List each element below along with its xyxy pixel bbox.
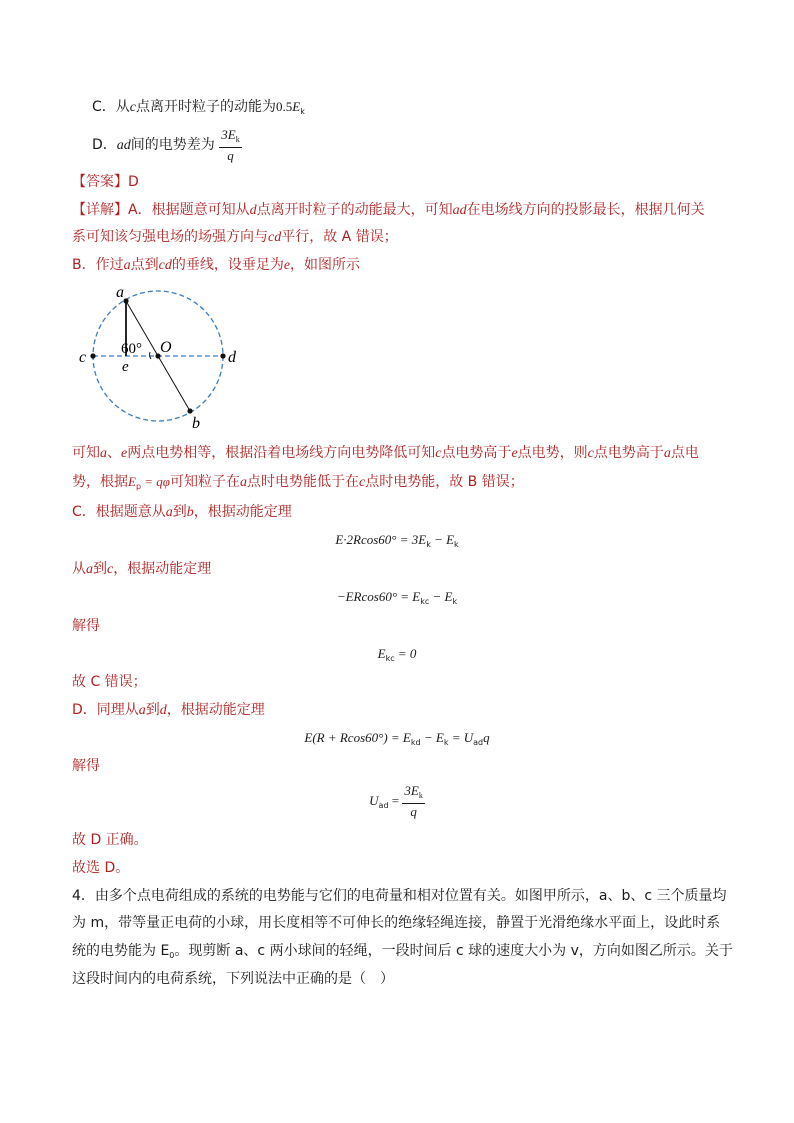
label-a: a (116, 284, 124, 301)
label-e: e (122, 359, 129, 375)
point-b (187, 408, 192, 413)
point-d (220, 353, 225, 358)
question4-line2: 为 m，带等量正电荷的小球，用长度相等不可伸长的绝缘轻绳连接，静置于光滑绝缘水平面上，设此时系 (72, 915, 721, 931)
point-c (90, 353, 95, 358)
label-d: d (228, 349, 236, 366)
solve-label-2: 解得 (72, 758, 100, 774)
option-d: D．ad间的电势差为 $\frac{3E_k}{q}$ (92, 127, 240, 163)
question4-line4: 这段时间内的电荷系统，下列说法中正确的是（ ） (72, 971, 394, 987)
answer: 【答案】D (72, 174, 139, 190)
detail-b-line1: B．作过a点到cd的垂线，设垂足为e，如图所示 (72, 257, 361, 273)
label-angle: 60° (121, 341, 142, 357)
detail-d-line1: D．同理从a到d，根据动能定理 (72, 702, 265, 718)
option-c: C．从c点离开时粒子的动能为$0.5E_k$ (92, 99, 305, 116)
equation-2: $-ERcos60^\circ = E_{kc} - E_k$ (336, 589, 458, 606)
line-ob (158, 356, 190, 411)
label-b: b (192, 415, 200, 432)
detail-a-line2: 系可知该匀强电场的场强方向与cd平行，故 A 错误； (72, 229, 398, 245)
detail-d-end: 故 D 正确。 (72, 832, 148, 848)
equation-5: $U_{ad}$ = $\frac{3E_k}{q}$ (369, 783, 423, 819)
detail-a-line1: 【详解】A．根据题意可知从d点离开时粒子的动能最大，可知ad在电场线方向的投影最长，根据几何关 (72, 202, 705, 218)
equation-3: $E_{kc} = 0$ (377, 646, 417, 663)
detail-c-end: 故 C 错误； (72, 674, 147, 690)
question4-line3: 统的电势能为 $E_0$。现剪断 a、c 两小球间的轻绳，一段时间后 c 球的速度大小为 v，方向如图乙所示。关于 (72, 943, 733, 960)
point-a (123, 298, 128, 303)
question4-line1: 4．由多个点电荷组成的系统的电势能与它们的电荷量和相对位置有关。如图甲所示，a、b、c 三个质量均 (72, 888, 727, 904)
label-o: O (160, 339, 172, 356)
detail-b-line2: 可知a、e两点电势相等，根据沿着电场线方向电势降低可知c点电势高于e点电势，则c点电势高于a点电 (72, 445, 699, 461)
detail-b-line3: 势，根据$E_p = q\varphi$可知粒子在a点时电势能低于在c点时电势能，故 B 错误； (72, 474, 524, 491)
label-c: c (79, 349, 87, 366)
detail-c-line1: C．根据题意从a到b，根据动能定理 (72, 504, 292, 520)
equation-4: $E(R + Rcos60^\circ) = E_{kd} - E_k = U_{ad}q$ (304, 730, 490, 747)
solve-label-1: 解得 (72, 618, 100, 634)
equation-1: $E\cdot 2Rcos60^\circ = 3E_k - E_k$ (335, 532, 459, 549)
circle-diagram (72, 282, 262, 432)
detail-c-line2: 从a到c，根据动能定理 (72, 561, 212, 577)
final-answer: 故选 D。 (72, 860, 130, 876)
